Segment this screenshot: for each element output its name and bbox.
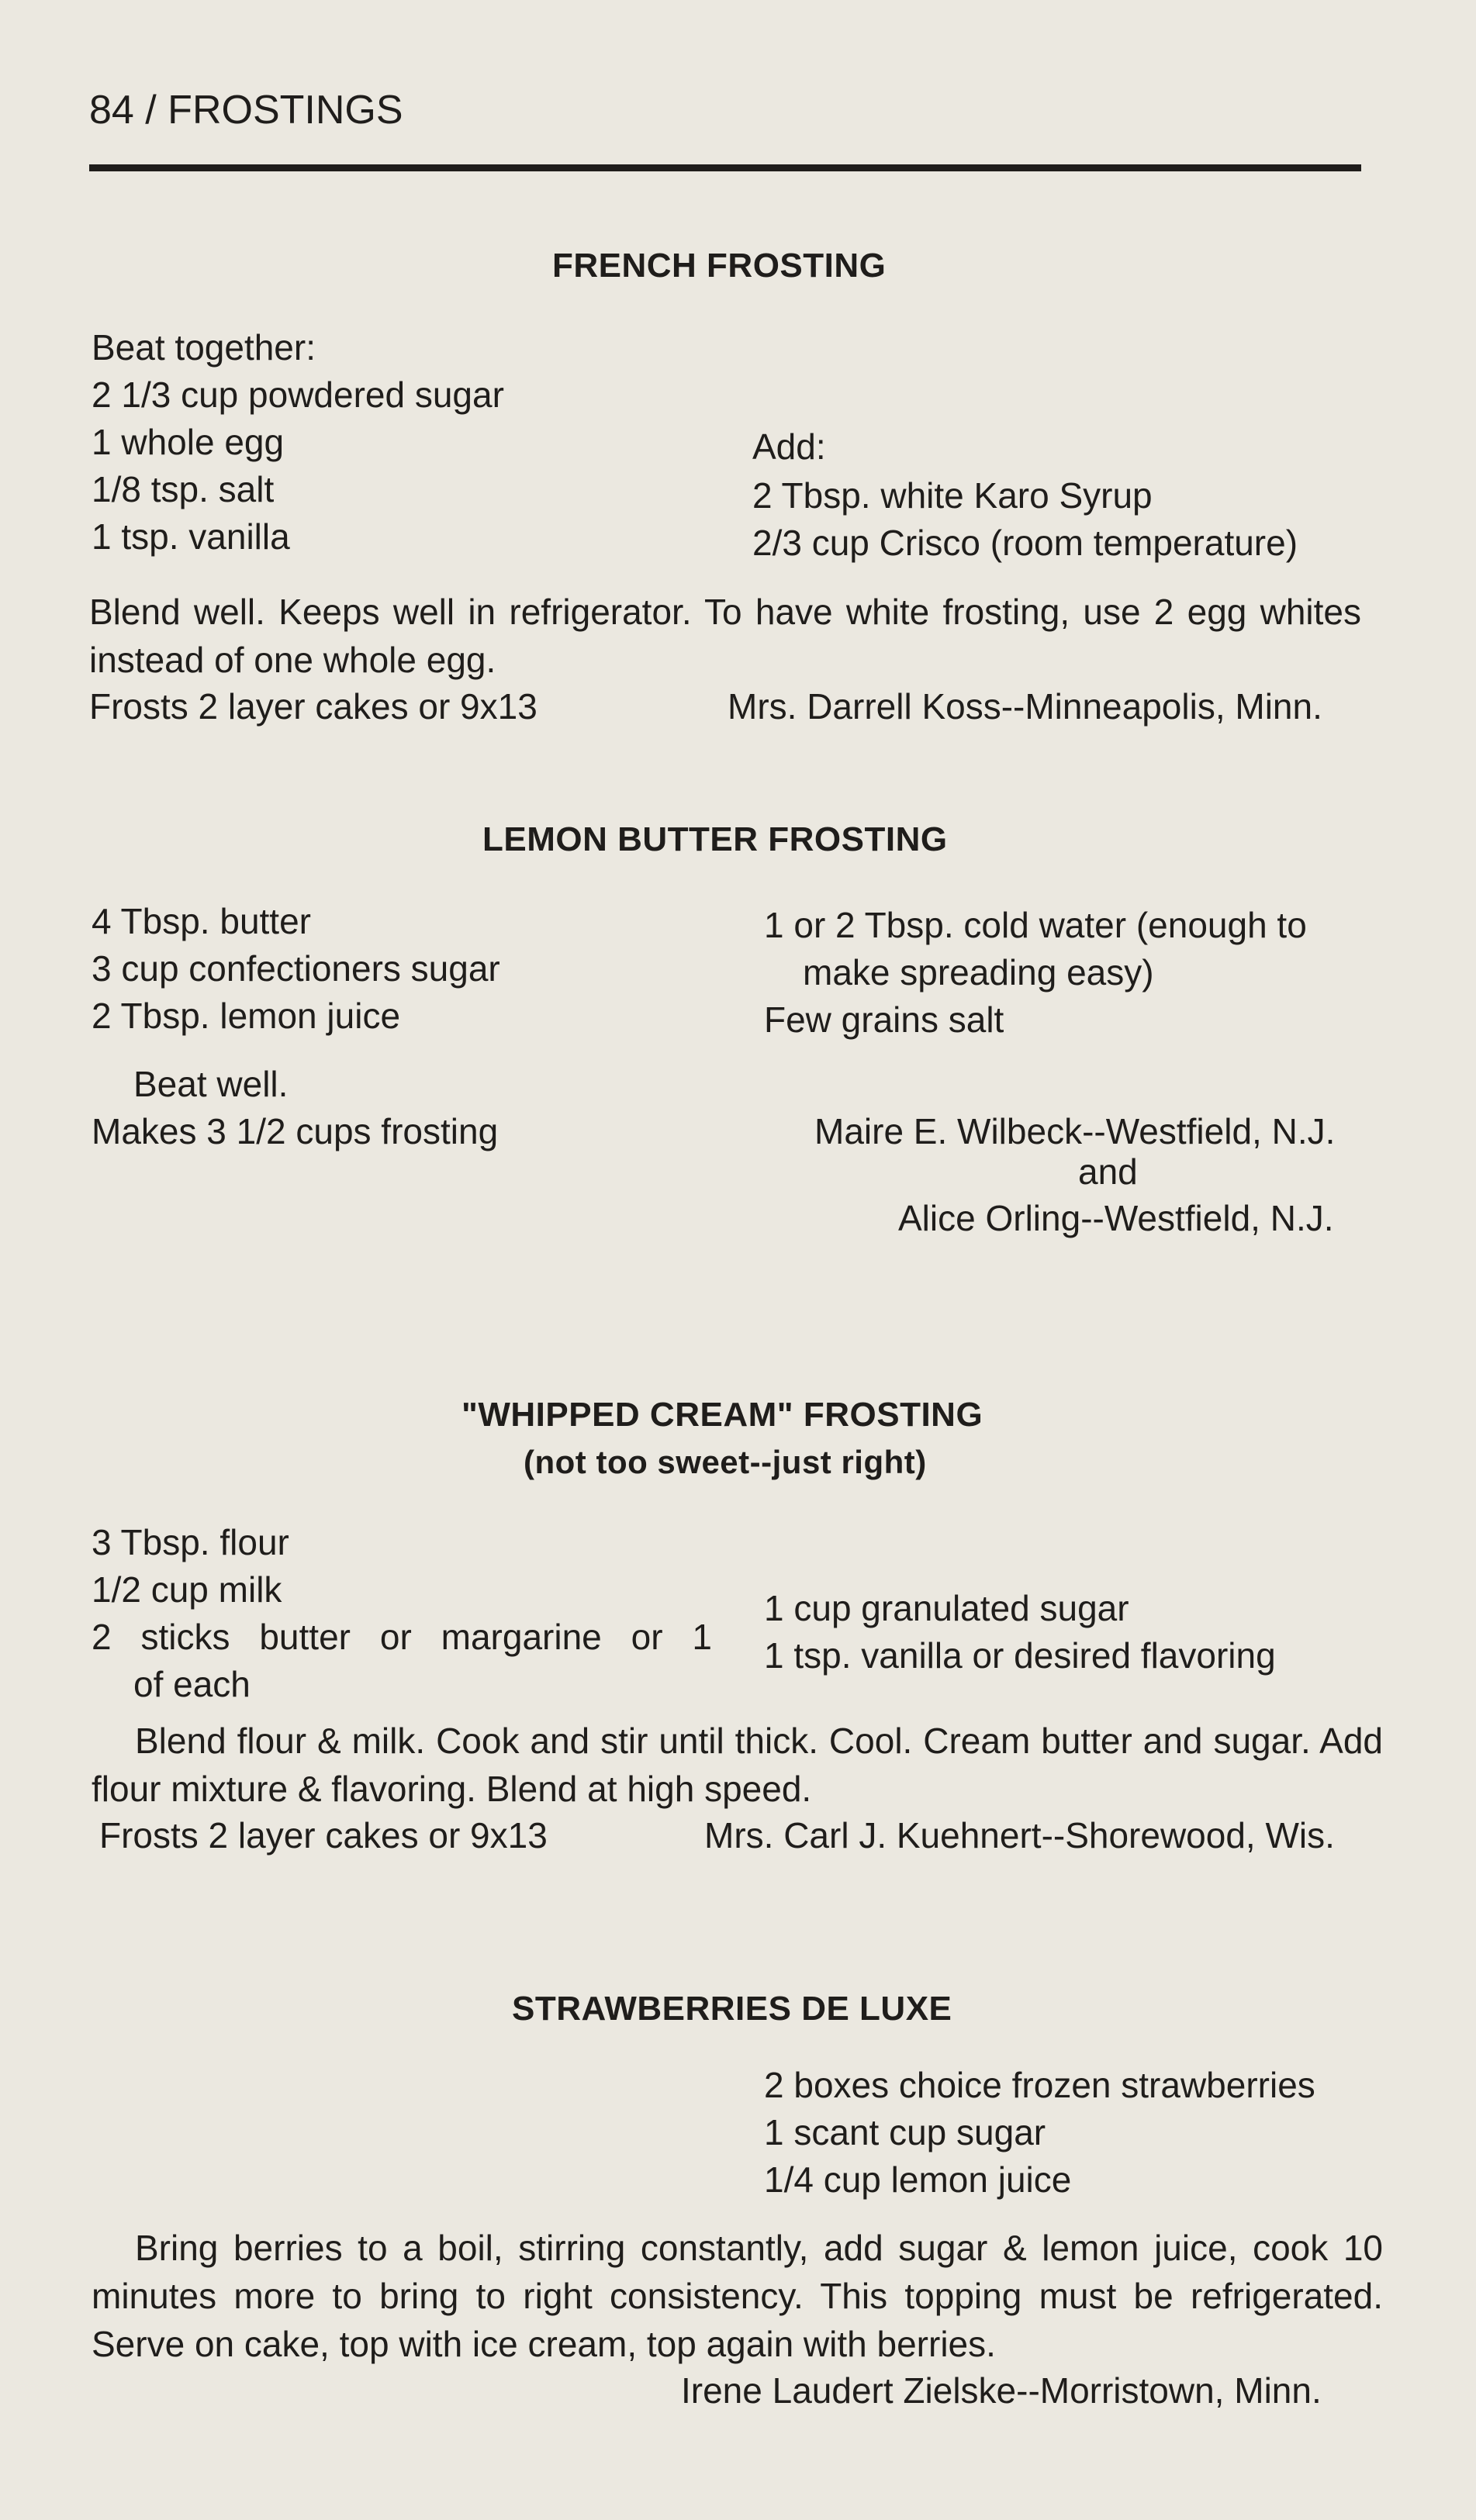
french-add-ingredient: 2/3 cup Crisco (room temperature) [752, 523, 1298, 563]
whipped-ingredient-right: 1 cup granulated sugar [764, 1588, 1129, 1628]
french-instructions: Blend well. Keeps well in refrigerator. To have white frosting, use 2 egg whites instead of one whole egg. [89, 592, 1361, 680]
french-add-ingredient: 2 Tbsp. white Karo Syrup [752, 475, 1153, 516]
recipe-title-lemon-butter-frosting: LEMON BUTTER FROSTING [482, 820, 948, 858]
french-add-label: Add: [752, 426, 826, 467]
recipe-subtitle-whipped-cream: (not too sweet--just right) [524, 1444, 927, 1480]
lemon-author: Alice Orling--Westfield, N.J. [898, 1198, 1334, 1238]
lemon-instructions: Beat well. [133, 1064, 289, 1104]
whipped-ingredient-line: of each [133, 1664, 251, 1704]
lemon-author: Maire E. Wilbeck--Westfield, N.J. [814, 1111, 1336, 1151]
lemon-ingredient-right: 1 or 2 Tbsp. cold water (enough to [764, 905, 1307, 945]
page-header: 84 / FROSTINGS [89, 88, 403, 133]
recipe-title-whipped-cream-frosting: "WHIPPED CREAM" FROSTING [461, 1396, 983, 1434]
lemon-author-and: and [1078, 1151, 1138, 1192]
whipped-ingredient-line: 3 Tbsp. flour [92, 1522, 289, 1562]
french-yield: Frosts 2 layer cakes or 9x13 [89, 686, 538, 727]
lemon-ingredient-line: 3 cup confectioners sugar [92, 948, 500, 989]
french-ingredient-line: 1 tsp. vanilla [92, 516, 290, 557]
strawberries-ingredient: 1 scant cup sugar [764, 2112, 1046, 2152]
lemon-yield: Makes 3 1/2 cups frosting [92, 1111, 499, 1151]
french-author: Mrs. Darrell Koss--Minneapolis, Minn. [728, 686, 1322, 727]
french-ingredient-line: 1 whole egg [92, 422, 285, 462]
whipped-ingredient-right: 1 tsp. vanilla or desired flavoring [764, 1635, 1276, 1676]
whipped-yield: Frosts 2 layer cakes or 9x13 [99, 1815, 548, 1855]
strawberries-author: Irene Laudert Zielske--Morristown, Minn. [681, 2370, 1322, 2411]
french-ingredient-line: 2 1/3 cup powdered sugar [92, 375, 504, 415]
whipped-ingredient-line: 1/2 cup milk [92, 1569, 282, 1610]
lemon-ingredient-line: 2 Tbsp. lemon juice [92, 996, 401, 1036]
strawberries-ingredient: 2 boxes choice frozen strawberries [764, 2065, 1315, 2105]
whipped-ingredient-line: 2 sticks butter or margarine or 1 [92, 1617, 712, 1657]
recipe-title-strawberries-de-luxe: STRAWBERRIES DE LUXE [512, 1990, 952, 2028]
strawberries-instructions: Bring berries to a boil, stirring constantly, add sugar & lemon juice, cook 10 minutes more to bring to right consistency. This topping must be refrigerated. Serve on cake, top with ice cream, top again with berries. [92, 2228, 1383, 2364]
lemon-ingredient-line: 4 Tbsp. butter [92, 901, 311, 941]
header-rule [89, 164, 1361, 171]
whipped-author: Mrs. Carl J. Kuehnert--Shorewood, Wis. [704, 1815, 1335, 1855]
lemon-ingredient-right: Few grains salt [764, 999, 1004, 1040]
strawberries-ingredient: 1/4 cup lemon juice [764, 2159, 1072, 2200]
recipe-title-french-frosting: FRENCH FROSTING [552, 247, 887, 285]
french-ingredient-line: 1/8 tsp. salt [92, 469, 275, 509]
french-ingredient-line: Beat together: [92, 327, 316, 368]
whipped-instructions: Blend flour & milk. Cook and stir until thick. Cool. Cream butter and sugar. Add flour mixture & flavoring. Blend at high speed. [92, 1721, 1383, 1809]
lemon-ingredient-right: make spreading easy) [803, 952, 1154, 992]
